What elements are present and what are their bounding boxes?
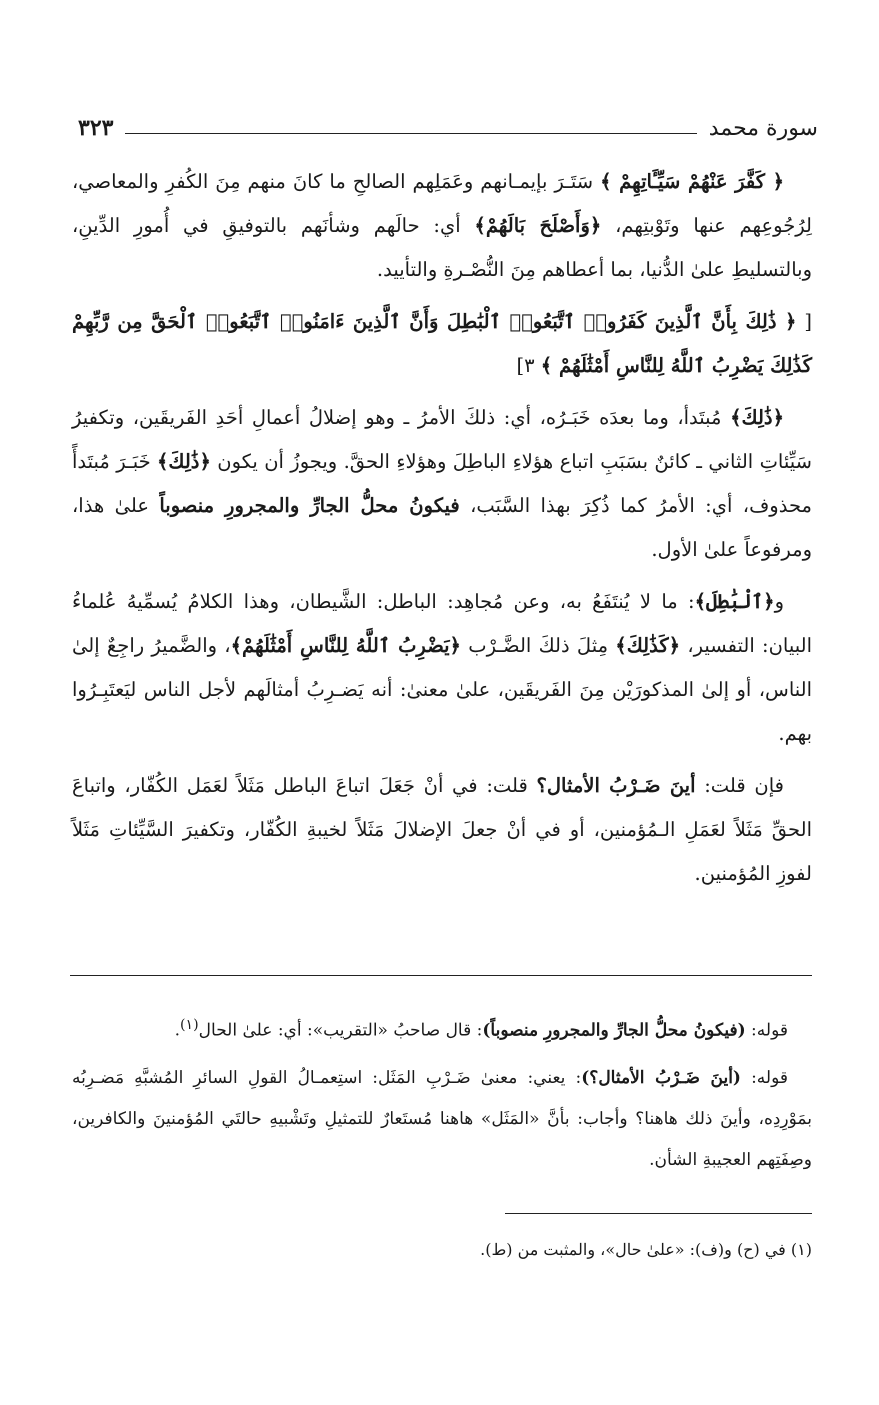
text-run: مِثلَ ذلكَ الضَّـرْب <box>460 634 616 657</box>
quran-quote: ﴿ذَٰلِكَ﴾ <box>156 450 211 473</box>
text-run: ، والضَّميرُ راجِعٌ إلىٰ الناس، أو إلىٰ المذكورَيْن مِنَ الفَريقَين، علىٰ معنىٰ: أنه يَضـرِبُ أمثالَهم لأجل الناس ليَعتَبِـرُوا بهم. <box>72 634 812 745</box>
paragraph-1 <box>72 160 812 292</box>
bold-phrase: أينَ ضَـرْبُ الأمثال؟ <box>536 774 696 797</box>
quran-quote: ﴿ذَٰلِكَ﴾ <box>730 406 784 429</box>
bold-phrase: فيكونُ محلُّ الجارِّ والمجرورِ منصوباً <box>159 494 460 517</box>
text-run: قوله: <box>740 1067 788 1088</box>
surah-title: سورة محمد <box>708 115 818 141</box>
verse-text: ﴿ ذَٰلِكَ بِأَنَّ ٱلَّذِينَ كَفَرُوا۟ ٱتَّبَعُوا۟ ٱلْبَٰطِلَ وَأَنَّ ٱلَّذِينَ ءَامَنُوا۟ ٱتَّبَعُوا۟ ٱلْحَقَّ مِن رَّبِّهِمْ كَذَٰلِكَ يَضْرِبُ ٱللَّهُ لِلنَّاسِ أَمْثَٰلَهُمْ ﴾ <box>72 310 812 377</box>
footnote-ref: (١) <box>180 1017 199 1033</box>
verse-bracket-close: ] <box>516 354 525 377</box>
quran-quote: ﴿ٱلْبَٰطِلَ﴾ <box>694 590 775 613</box>
verse-number: ٣ <box>524 354 541 377</box>
note-1 <box>72 1005 812 1052</box>
paragraph-2 <box>72 396 812 572</box>
bold-phrase: (فيكونُ محلُّ الجارِّ والمجرورِ منصوباً) <box>482 1020 746 1041</box>
text-run: : يعني: معنىٰ ضَـرْبِ المَثَل: استِعمـالُ القولِ السائرِ المُشبَّهِ مَضـرِبُه بمَوْرِدِه، وأينَ ذلك هاهنا؟ وأجاب: بأنَّ «المَثَل» هاهنا مُستَعارٌ للتمثيلِ وتَشْبيهِ حالتَي المُؤمنينَ والكافرين، وصِفَتِهم العجيبةِ الشأن. <box>72 1067 812 1170</box>
text-run: قوله: <box>745 1020 788 1041</box>
paragraph-4 <box>72 764 812 896</box>
text-run: و <box>774 590 784 613</box>
text-run: مُبتَدأ، وما بعدَه خَبَـرُه، أي: ذلكَ الأمرُ ـ وهو إضلالُ أعمالِ أحَدِ الفَريقَين، وتكفيرُ سَيِّئاتِ الثاني ـ كائنٌ بسَبَبِ اتباع هؤلاءِ الباطِلَ وهؤلاءِ الحقَّ. ويجوزُ أن يكون <box>72 406 812 473</box>
verse-bracket-open: [ <box>796 310 813 333</box>
text-run: فإن قلت: <box>695 774 784 797</box>
text-run: : ما لا يُنتَفَعُ به، وعن مُجاهِد: الباطل: الشَّيطان، وهذا الكلامُ يُسمِّيهُ عُلماءُ البيان: التفسير، <box>72 590 812 657</box>
text-run: . <box>174 1020 180 1041</box>
notes-separator <box>70 975 812 976</box>
quran-quote: ﴿وَأَصْلَحَ بَالَهُمْ﴾ <box>474 214 602 237</box>
page-number: ٣٢٣ <box>78 115 114 141</box>
bold-phrase: (أينَ ضَـرْبُ الأمثال؟) <box>581 1067 741 1088</box>
main-text <box>72 160 812 904</box>
text-run: علىٰ هذا، ومرفوعاً علىٰ الأول. <box>72 494 812 561</box>
note-2 <box>72 1058 812 1181</box>
verse-block <box>72 300 812 388</box>
footnote-separator <box>505 1213 812 1214</box>
quran-quote: ﴿كَذَٰلِكَ﴾ <box>615 634 681 657</box>
header-rule <box>125 133 696 134</box>
commentary-notes <box>72 1005 812 1187</box>
quran-quote: ﴿ كَفَّرَ عَنْهُمْ سَيِّـَٔاتِهِمْ ﴾ <box>600 170 784 193</box>
page-header <box>78 110 818 146</box>
text-run: قلت: في أنْ جَعَلَ اتباعَ الباطل مَثَلاً لعَمَل الكُفّار، واتباعَ الحقِّ مَثَلاً لعَمَلِ الـمُؤمنين، أو في أنْ جعلَ الإضلالَ مَثَلاً لخيبةِ الكُفّار، وتكفيرَ السَّيِّئاتِ مَثَلاً لفوزِ المُؤمنين. <box>72 774 812 885</box>
text-run: سَتَـرَ بإيمـانهم وعَمَلِهم الصالحِ ما كانَ منهم مِنَ الكُفرِ والمعاصي، لِرُجُوعِهم عنها وتَوْبتِهم، <box>72 170 812 237</box>
text-run: أي: حالَهم وشأنَهم بالتوفيقِ في أُمورِ الدِّينِ، وبالتسليطِ علىٰ الدُّنيا، بما أعطاهم مِنَ النُّصْـرةِ والتأييد. <box>72 214 812 281</box>
footnote: (١) في (ح) و(ف): «علىٰ حال»، والمثبت من (ط). <box>480 1240 812 1259</box>
quran-quote: ﴿يَضْرِبُ ٱللَّهُ لِلنَّاسِ أَمْثَٰلَهُمْ﴾ <box>230 634 461 657</box>
text-run: : قال صاحبُ «التقريب»: أي: علىٰ الحال <box>198 1020 483 1041</box>
text-run: خَبَـرَ مُبتَدأً محذوف، أي: الأمرُ كما ذُكِرَ بهذا السَّبَب، <box>72 450 812 517</box>
paragraph-3 <box>72 580 812 756</box>
